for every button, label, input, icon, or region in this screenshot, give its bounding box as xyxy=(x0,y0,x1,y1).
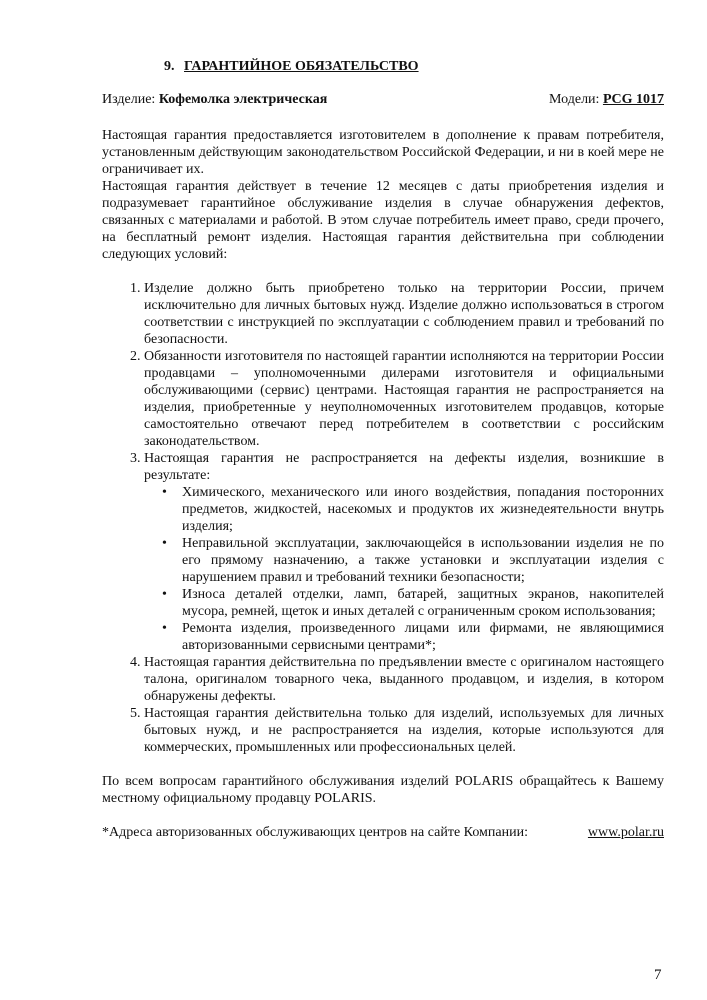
product-label: Изделие: xyxy=(102,92,156,107)
intro-paragraph-1: Настоящая гарантия предоставляется изготовителем в дополнение к правам потребителя, установленным действующим законодательством Российской Федерации, и ни в коей мере не ограничивает их. xyxy=(102,128,664,177)
condition-item: 3. Настоящая гарантия не распространяется на дефекты изделия, возникшие в результате: • Химического, механического или иного воздействия, попадания посторонних предметов, жидкостей, насекомых и продуктов их жизнедеятельности внутрь изделия; • Неправильной эксплуатации, заключающейся в использовании изделия не по его прямому назначению, а также установки и эксплуатации изделия с нарушением правил и требований техники безопасности; • Износа деталей отделки, ламп, батарей, защитных экранов, накопителей мусора, ремней, щеток и иных деталей с ограниченным сроком использования; • Ремонта изделия, произведенного лицами или фирмами, не являющимися авторизованными сервисными центрами*; xyxy=(144,450,664,654)
footnote xyxy=(102,824,664,841)
contact-paragraph: По всем вопросам гарантийного обслуживания изделий POLARIS обращайтесь к Вашему местному официальному продавцу POLARIS. xyxy=(102,774,664,806)
condition-item: 1. Изделие должно быть приобретено только на территории России, причем исключительно для личных бытовых нужд. Изделие должно использоваться в строгом соответствии с инструкцией по эксплуатации с соблюдением правил и требований по безопасности. xyxy=(144,280,664,348)
page-number: 7 xyxy=(654,967,662,983)
product-name: Кофемолка электрическая xyxy=(158,92,328,107)
condition-item: 4. Настоящая гарантия действительна по предъявлении вместе с оригиналом настоящего талона, оригиналом товарного чека, выданного продавцом, и изделия, в котором обнаружены дефекты. xyxy=(144,654,664,705)
section-title: ГАРАНТИЙНОЕ ОБЯЗАТЕЛЬСТВО xyxy=(184,59,419,74)
product-info xyxy=(102,91,327,108)
footnote-text: *Адреса авторизованных обслуживающих центров на сайте Компании: xyxy=(102,825,528,840)
bullet-icon: • xyxy=(162,621,167,636)
intro-paragraph-2: Настоящая гарантия действует в течение 12 месяцев с даты приобретения изделия и подразумевает гарантийное обслуживание изделия в случае обнаружения дефектов, связанных с материалами и работой. В этом случае потребитель имеет право, среди прочего, на бесплатный ремонт изделия. Настоящая гарантия действительна при соблюдении следующих условий: xyxy=(102,179,664,262)
bullet-icon: • xyxy=(162,485,167,500)
website-link[interactable]: www.polar.ru xyxy=(587,825,664,840)
section-number: 9. xyxy=(164,59,175,74)
conditions-list xyxy=(102,280,664,756)
bullet-icon: • xyxy=(162,587,167,602)
section-heading xyxy=(164,58,664,75)
product-line xyxy=(102,91,664,108)
model-info xyxy=(549,91,664,108)
models-label: Модели: xyxy=(549,92,600,107)
cause-item: • Неправильной эксплуатации, заключающейся в использовании изделия не по его прямому назначению, а также установки и эксплуатации изделия с нарушением правил и требований техники безопасности; xyxy=(162,536,664,585)
model-value: PCG 1017 xyxy=(602,92,664,107)
document-page xyxy=(102,58,664,841)
cause-item: • Износа деталей отделки, ламп, батарей, защитных экранов, накопителей мусора, ремней, щеток и иных деталей с ограниченным сроком использования; xyxy=(162,587,664,619)
cause-item: • Химического, механического или иного воздействия, попадания посторонних предметов, жидкостей, насекомых и продуктов их жизнедеятельности внутрь изделия; xyxy=(162,485,664,534)
condition-item: 2. Обязанности изготовителя по настоящей гарантии исполняются на территории России продавцами – уполномоченными дилерами изготовителя и официальными обслуживающими (сервис) центрами. Настоящая гарантия не распространяется на изделия, приобретенные у неуполномоченных изготовителем продавцов, которые самостоятельно отвечают перед потребителем в соответствии с российским законодательством. xyxy=(144,348,664,450)
bullet-icon: • xyxy=(162,536,167,551)
cause-item: • Ремонта изделия, произведенного лицами или фирмами, не являющимися авторизованными сервисными центрами*; xyxy=(162,621,664,653)
causes-list xyxy=(144,484,664,654)
condition-item: 5. Настоящая гарантия действительна только для изделий, используемых для личных бытовых нужд, и не распространяется на изделия, которые используются для коммерческих, промышленных или профессиональных целей. xyxy=(144,705,664,756)
